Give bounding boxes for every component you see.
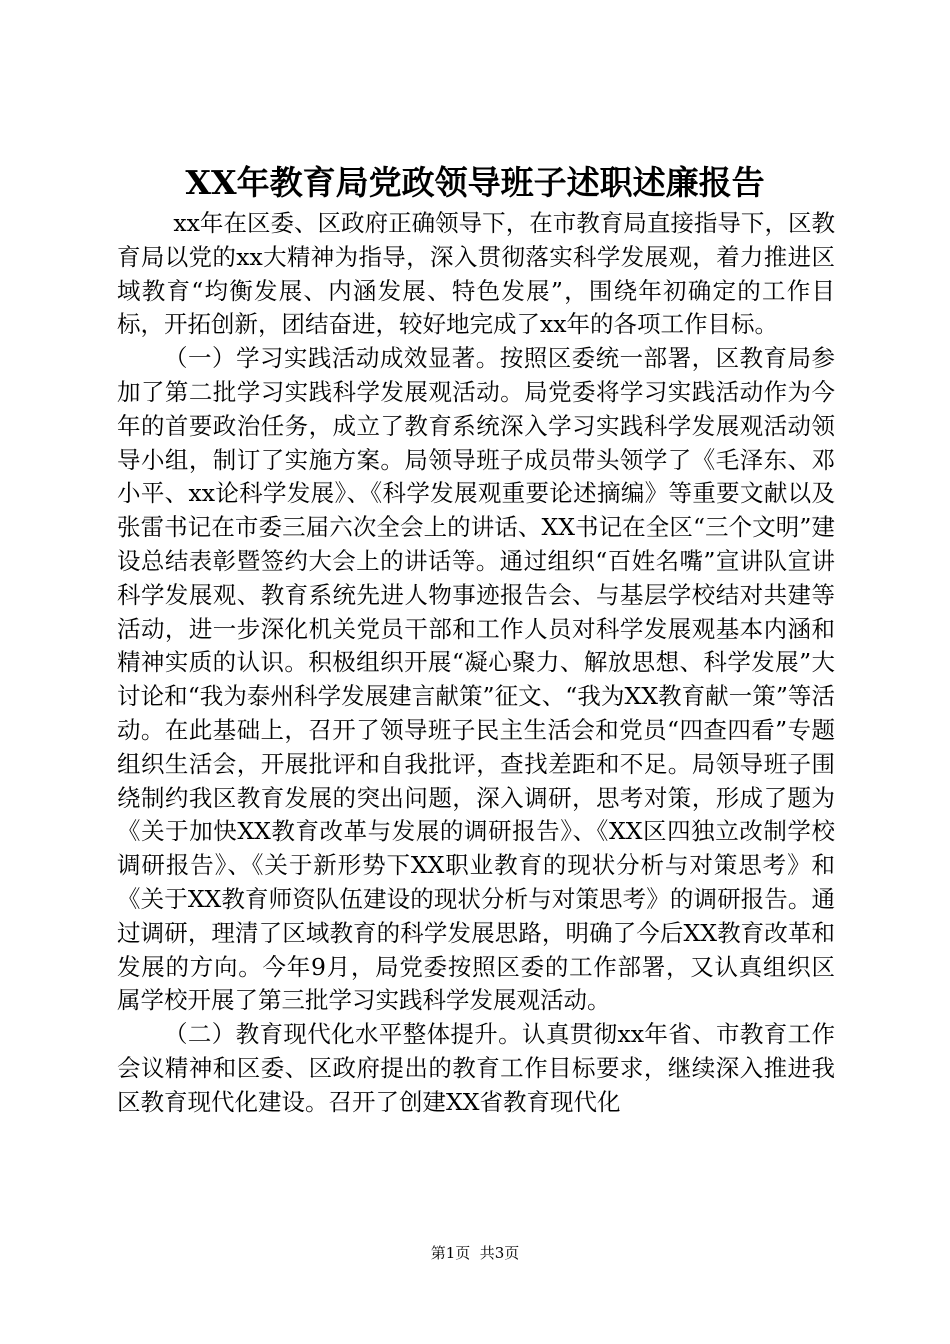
paragraph-section-1: （一）学习实践活动成效显著。按照区委统一部署，区教育局参加了第二批学习实践科学发展观活动。局党委将学习实践活动作为今年的首要政治任务，成立了教育系统深入学习实践科学发展观活动领导小组，制订了实施方案。局领导班子成员带头领学了《毛泽东、邓小平、xx论科学发展》、《科学发展观重要论述摘编》等重要文献以及张雷书记在市委三届六次全会上的讲话、XX书记在全区“三个文明”建设总结表彰暨签约大会上的讲话等。通过组织“百姓名嘴”宣讲队宣讲科学发展观、教育系统先进人物事迹报告会、与基层学校结对共建等活动，进一步深化机关党员干部和工作人员对科学发展观基本内涵和精神实质的认识。积极组织开展“凝心聚力、解放思想、科学发展”大讨论和“我为泰州科学发展建言献策”征文、“我为XX教育献一策”等活动。在此基础上，召开了领导班子民主生活会和党员“四查四看”专题组织生活会，开展批评和自我批评，查找差距和不足。局领导班子围绕制约我区教育发展的突出问题，深入调研，思考对策，形成了题为《关于加快XX教育改革与发展的调研报告》、《XX区四独立改制学校调研报告》、《关于新形势下XX职业教育的现状分析与对策思考》和《关于XX教育师资队伍建设的现状分析与对策思考》的调研报告。通过调研，理清了区域教育的科学发展思路，明确了今后XX教育改革和发展的方向。今年9月，局党委按照区委的工作部署，又认真组织区属学校开展了第三批学习实践科学发展观活动。 <box>117 344 835 1015</box>
page-footer <box>0 1243 950 1263</box>
document-title: XX年教育局党政领导班子述职述廉报告 <box>185 163 765 202</box>
document-body <box>117 207 835 1120</box>
page-number: 第1页 共3页 <box>430 1244 520 1262</box>
paragraph-section-2: （二）教育现代化水平整体提升。认真贯彻xx年省、市教育工作会议精神和区委、区政府提出的教育工作目标要求，继续深入推进我区教育现代化建设。召开了创建XX省教育现代化 <box>117 1020 835 1116</box>
paragraph-intro: xx年在区委、区政府正确领导下，在市教育局直接指导下，区教育局以党的xx大精神为指导，深入贯彻落实科学发展观，着力推进区域教育“均衡发展、内涵发展、特色发展”，围绕年初确定的工作目标，开拓创新，团结奋进，较好地完成了xx年的各项工作目标。 <box>117 209 835 339</box>
